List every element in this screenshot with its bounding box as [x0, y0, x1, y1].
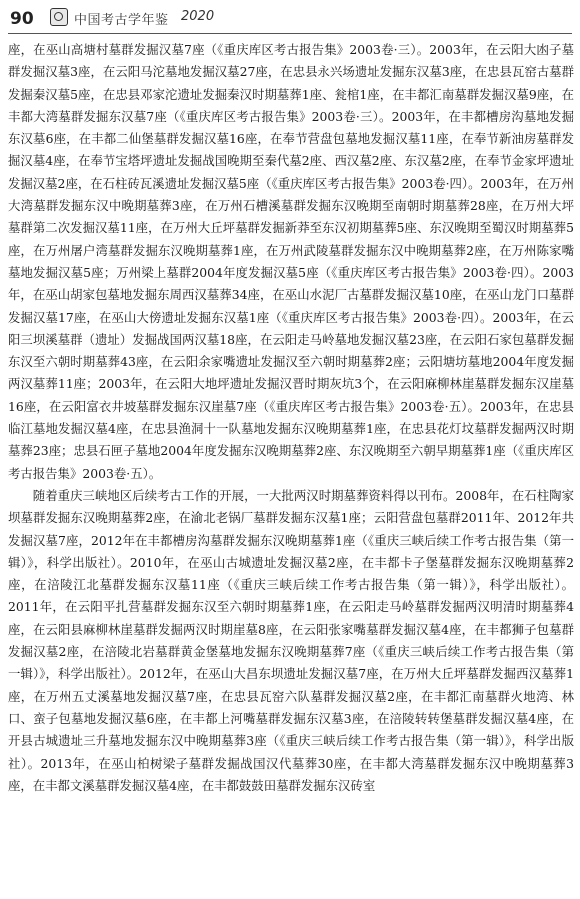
page-number: 90	[10, 9, 34, 29]
header-year: 2020	[181, 9, 215, 24]
paragraph-continued: 座，在巫山高塘村墓群发掘汉墓7座（《重庆库区考古报告集》2003卷·三）。2003年，在云阳大凼子墓群发掘汉墓3座，在云阳马沱墓地发掘汉墓27座，在忠县永兴场遗址发掘东汉墓3座，在忠县瓦窑古墓群发掘秦汉墓5座，在忠县邓家沱遗址发掘秦汉时期墓葬1座、瓮棺1座，在丰都汇南墓群发掘汉墓9座，在丰都大湾墓群发掘东汉墓7座（《重庆库区考古报告集》2003卷·三）。2003年，在丰都槽房沟墓地发掘东汉墓6座，在丰都二仙堡墓群发掘汉墓16座，在奉节营盘包墓地发掘汉墓11座，在奉节新油房墓群发掘汉墓4座，在奉节宝塔坪遗址发掘战国晚期至秦代墓2座、西汉墓2座、东汉墓2座，在奉节金家坪遗址发掘汉墓2座，在石柱砖瓦溪遗址发掘汉墓5座（《重庆库区考古报告集》2003卷·四）。2003年，在万州大湾墓群发掘东汉中晚期墓葬3座，在万州石槽溪墓群发掘东汉晚期至南朝时期墓葬28座，在万州大坪墓群第二次发掘汉墓11座，在万州大丘坪墓群发掘新莽至东汉初期墓葬5座、东汉晚期至蜀汉时期墓葬5座，在万州屠户湾墓群发掘东汉晚期墓葬1座，在万州武陵墓群发掘东汉中晚期墓葬2座，在万州陈家嘴墓地发掘汉墓5座；万州梁上墓群2004年度发掘汉墓5座（《重庆库区考古报告集》2003卷·四）。2003年，在巫山胡家包墓地发掘东周西汉墓葬34座，在巫山水泥厂古墓群发掘汉墓10座，在巫山龙门口墓群发掘汉墓17座，在巫山大傍遗址发掘东汉墓1座（《重庆库区考古报告集》2003卷·四）。2003年，在云阳三坝溪墓群（遗址）发掘战国两汉墓18座，在云阳走马岭墓地发掘汉墓23座，在云阳石家包墓群发掘东汉至六朝时期墓葬43座，在云阳余家嘴遗址发掘汉至六朝时期墓葬2座；云阳塘坊墓地2004年度发掘两汉墓葬11座；2003年，在云阳大地坪遗址发掘汉晋时期灰坑3个，在云阳麻柳林崖墓群发掘东汉崖墓16座，在云阳富衣井坡墓群发掘东汉崖墓7座（《重庆库区考古报告集》2003卷·五）。2003年，在忠县临江墓地发掘汉墓4座，在忠县渔洞十一队墓地发掘东汉晚期墓葬1座，在忠县花灯坟墓群发掘两汉时期墓葬23座；忠县石匣子墓地2004年度发掘东汉晚期墓葬2座、东汉晚期至六朝早期墓葬1座（《重庆库区考古报告集》2003卷·五）。	[8, 42, 574, 481]
header-divider	[8, 33, 572, 34]
paragraph: 随着重庆三峡地区后续考古工作的开展，一大批两汉时期墓葬资料得以刊布。2008年，在石柱陶家坝墓群发掘东汉晚期墓葬2座，在渝北老锅厂墓群发掘东汉墓1座；云阳营盘包墓群2011年、2012年共发掘汉墓7座，2012年在丰都槽房沟墓群发掘东汉晚期墓葬1座（《重庆三峡后续工作考古报告集（第一辑）》，科学出版社）。2010年，在巫山古城遗址发掘汉墓2座，在丰都卡子堡墓群发掘东汉晚期墓葬2座，在涪陵江北墓群发掘东汉墓11座（《重庆三峡后续工作考古报告集（第一辑）》，科学出版社）。2011年，在云阳平扎营墓群发掘东汉至六朝时期墓葬1座，在云阳走马岭墓群发掘两汉明清时期墓葬4座，在云阳县麻柳林崖墓群发掘两汉时期崖墓8座，在云阳张家嘴墓群发掘汉墓4座，在丰都狮子包墓群发掘汉墓2座，在涪陵北岩墓群黄金堡墓地发掘东汉晚期墓葬7座（《重庆三峡后续工作考古报告集（第一辑）》，科学出版社）。2012年，在巫山大昌东坝遗址发掘汉墓7座，在万州大丘坪墓群发掘西汉墓葬1座，在万州五丈溪墓地发掘汉墓7座，在忠县瓦窑六队墓群发掘汉墓2座，在丰都汇南墓群火地湾、林口、蛮子包墓地发掘汉墓6座，在丰都上河嘴墓群发掘东汉墓3座，在涪陵转转堡墓群发掘汉墓4座，在开县古城遗址三升墓地发掘东汉中晚期墓葬3座（《重庆三峡后续工作考古报告集（第一辑）》，科学出版社）。2013年，在巫山柏树梁子墓群发掘战国汉代墓葬30座，在丰都大湾墓群发掘东汉中晚期墓葬3座，在丰都文溪墓群发掘汉墓4座，在丰都鼓鼓田墓群发掘东汉砖室	[8, 487, 574, 793]
yearbook-emblem-icon	[50, 8, 68, 26]
running-header	[0, 0, 580, 38]
body-text	[8, 39, 574, 797]
header-title: 中国考古学年鉴	[74, 13, 169, 28]
